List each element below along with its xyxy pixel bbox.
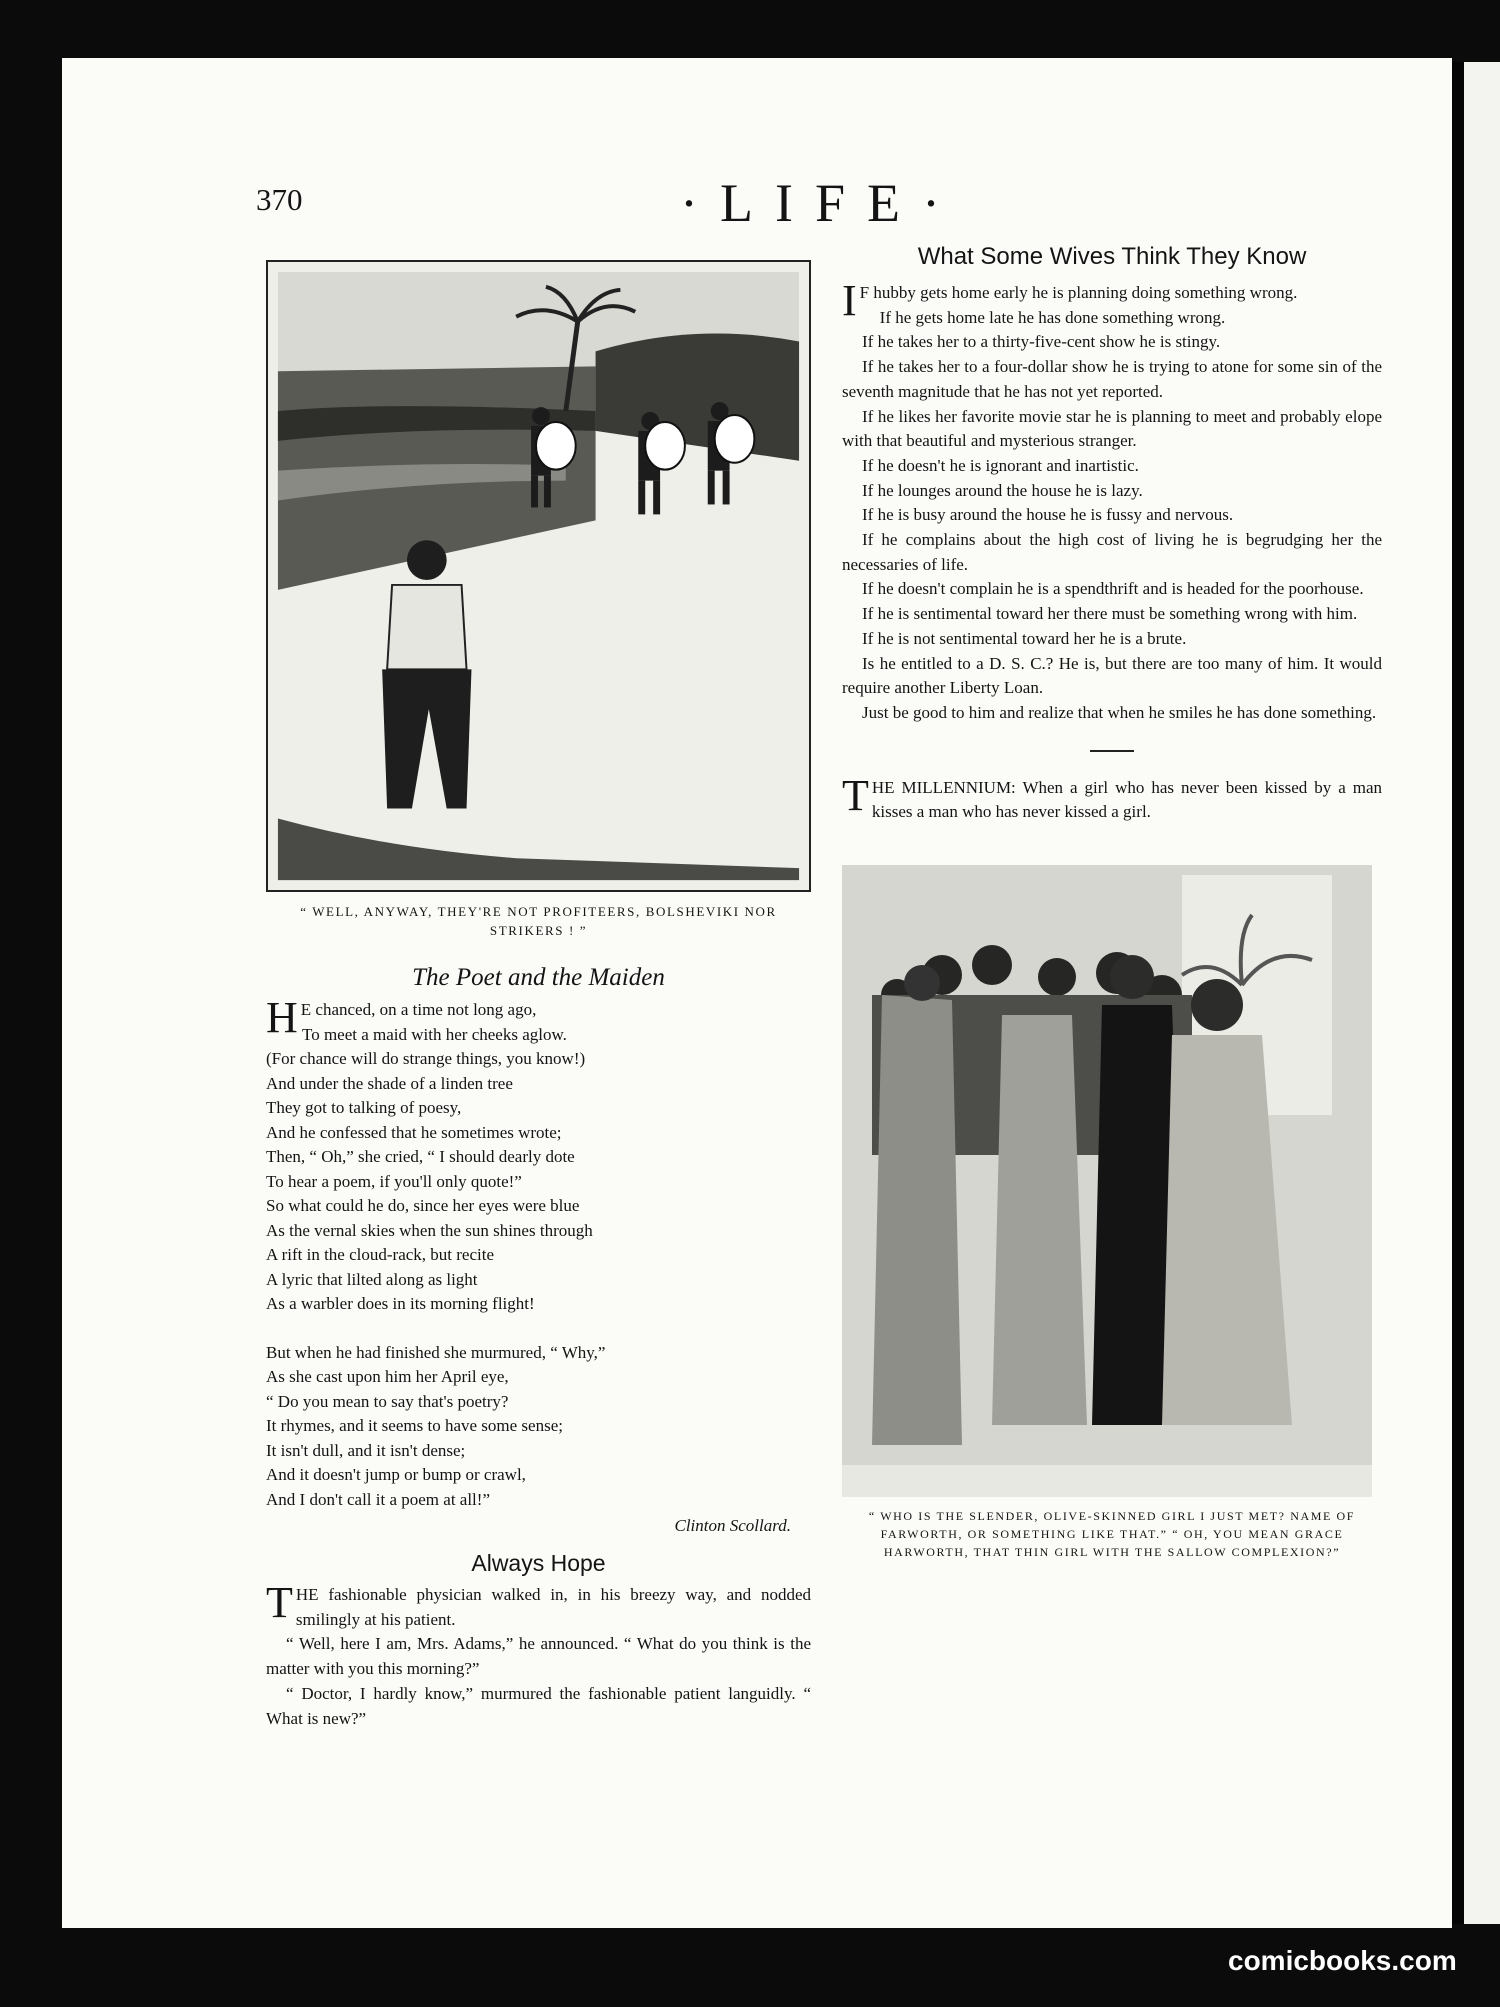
poem-line: And I don't call it a poem at all!”	[266, 1489, 490, 1509]
millennium-text: HE MILLENNIUM: When a girl who has never been kissed by a man kisses a man who has never kissed a girl.	[871, 777, 1382, 822]
poem-line: So what could he do, since her eyes were blue	[266, 1196, 580, 1215]
beach-cartoon-caption: “ WELL, ANYWAY, THEY'RE NOT PROFITEERS, BOLSHEVIKI NOR STRIKERS ! ”	[300, 904, 777, 938]
poem-line: As she cast upon him her April eye,	[266, 1367, 509, 1386]
wives-paragraph: Is he entitled to a D. S. C.? He is, but there are too many of him. It would require another Liberty Loan.	[842, 653, 1382, 698]
always-hope-title: Always Hope	[471, 1550, 606, 1576]
section-divider	[1090, 750, 1134, 752]
poem-line: And under the shade of a linden tree	[266, 1073, 513, 1093]
always-hope-paragraph: “ Well, here I am, Mrs. Adams,” he announced. “ What do you think is the matter with you this morning?”	[266, 1634, 811, 1679]
wives-paragraph: If he gets home late he has done something wrong.	[879, 307, 1226, 327]
poem-line: It isn't dull, and it isn't dense;	[266, 1440, 466, 1460]
always-hope-paragraph: “ Doctor, I hardly know,” murmured the fashionable patient languidly. “ What is new?”	[266, 1683, 811, 1728]
poem-dropcap: H	[266, 993, 298, 1042]
poem-line: A lyric that lilted along as light	[266, 1269, 478, 1289]
wives-paragraph: If he is not sentimental toward her he is a brute.	[862, 628, 1187, 648]
poem-title: The Poet and the Maiden	[412, 964, 665, 991]
wives-paragraph: If he lounges around the house he is lazy.	[862, 480, 1143, 500]
wives-paragraph: If he doesn't he is ignorant and inartistic.	[862, 455, 1139, 475]
poem-body	[266, 993, 811, 1512]
poem-line: As the vernal skies when the sun shines through	[266, 1220, 593, 1240]
wives-dropcap: I	[842, 276, 857, 325]
poem-line: They got to talking of poesy,	[266, 1098, 462, 1117]
watermark: comicbooks.com	[1228, 1945, 1457, 1976]
binding-shadow	[1452, 62, 1464, 1924]
poem-line: E chanced, on a time not long ago,	[300, 1000, 537, 1019]
ballroom-caption: “ WHO IS THE SLENDER, OLIVE-SKINNED GIRL I JUST MET? NAME OF FARWORTH, OR SOMETHING LIKE THAT.” “ OH, YOU MEAN GRACE HARWORTH, THAT THIN GIRL WITH THE SALLOW COMPLEXION?”	[868, 1509, 1356, 1560]
wives-paragraph: If he complains about the high cost of living he is begrudging her the necessaries of life.	[842, 530, 1382, 574]
wives-paragraph: If he is sentimental toward her there must be something wrong with him.	[862, 604, 1358, 624]
wives-paragraph: F hubby gets home early he is planning doing something wrong.	[859, 283, 1298, 302]
wives-paragraph: If he likes her favorite movie star he is planning to meet and probably elope with that beautiful and mysterious stranger.	[842, 406, 1382, 451]
right-column	[842, 243, 1382, 1561]
wives-paragraph: If he doesn't complain he is a spendthrift and is headed for the poorhouse.	[862, 579, 1364, 599]
masthead: ·LIFE·	[680, 173, 962, 233]
left-column	[266, 260, 811, 1731]
poem-line: (For chance will do strange things, you know!)	[266, 1049, 586, 1068]
beach-cartoon-illustration	[266, 260, 811, 892]
wives-paragraph: Just be good to him and realize that when he smiles he has done something.	[862, 702, 1377, 722]
ballroom-illustration	[842, 865, 1372, 1497]
poem-line: And it doesn't jump or bump or crawl,	[266, 1465, 526, 1484]
always-hope-paragraph: HE fashionable physician walked in, in his breezy way, and nodded smilingly at his patient.	[295, 1585, 811, 1629]
poem-line: It rhymes, and it seems to have some sense;	[266, 1416, 563, 1435]
poem-line: Then, “ Oh,” she cried, “ I should dearly dote	[266, 1147, 575, 1166]
page-number: 370	[256, 182, 303, 217]
poem-line: And he confessed that he sometimes wrote;	[266, 1122, 562, 1142]
always-hope-dropcap: T	[266, 1578, 293, 1627]
wives-body	[842, 276, 1382, 726]
always-hope-body	[266, 1578, 811, 1731]
poem-line: But when he had finished she murmured, “ Why,”	[266, 1342, 606, 1362]
poem-line: To meet a maid with her cheeks aglow.	[302, 1024, 567, 1044]
wives-paragraph: If he is busy around the house he is fussy and nervous.	[862, 505, 1234, 525]
wives-paragraph: If he takes her to a thirty-five-cent show he is stingy.	[862, 332, 1221, 352]
next-page-edge	[1464, 62, 1500, 1924]
poem-line: As a warbler does in its morning flight!	[266, 1294, 535, 1313]
millennium-body	[842, 770, 1382, 825]
poem-line: A rift in the cloud-rack, but recite	[266, 1245, 494, 1264]
millennium-dropcap: T	[842, 770, 869, 820]
poem-line: “ Do you mean to say that's poetry?	[266, 1391, 509, 1411]
wives-paragraph: If he takes her to a four-dollar show he is trying to atone for some sin of the seventh magnitude that he has not yet reported.	[842, 357, 1382, 401]
poem-line: To hear a poem, if you'll only quote!”	[266, 1171, 522, 1191]
wives-title: What Some Wives Think They Know	[917, 243, 1307, 270]
poem-author: Clinton Scollard.	[674, 1516, 791, 1535]
